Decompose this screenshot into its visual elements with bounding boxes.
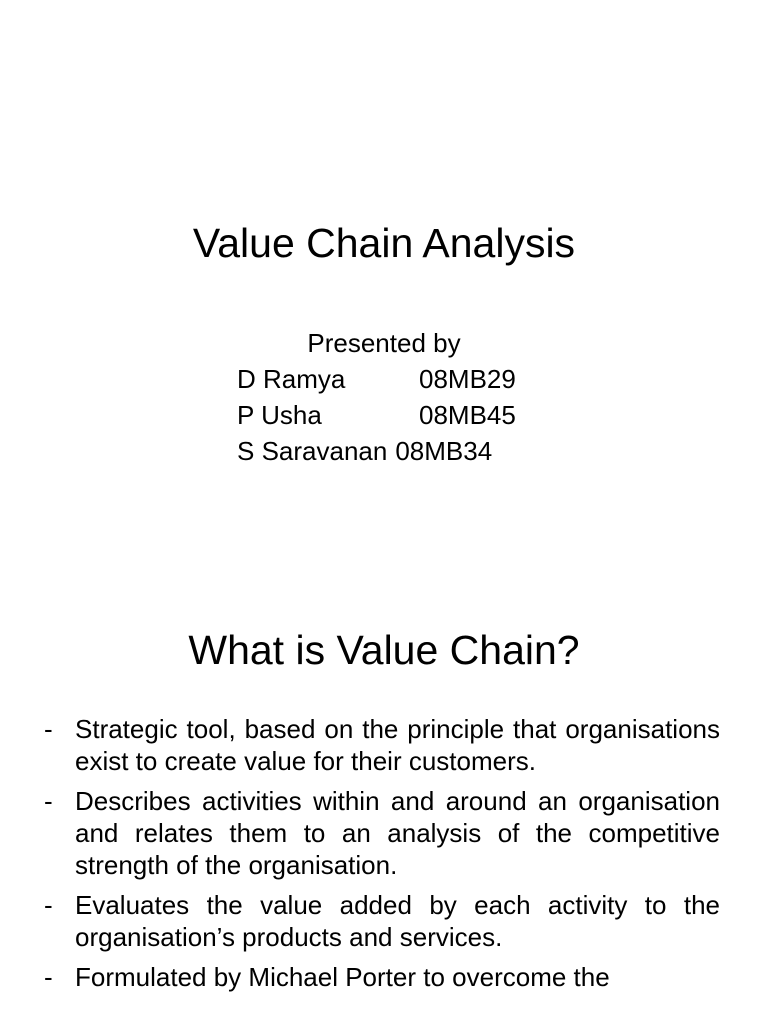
list-item <box>44 961 720 993</box>
presenter-row <box>237 397 516 433</box>
presenter-id: 08MB29 <box>419 364 516 394</box>
slide-title: What is Value Chain? <box>188 627 580 673</box>
presenter-row <box>237 433 516 469</box>
bullet-marker: - <box>44 714 53 744</box>
presenter-name: S Saravanan <box>237 436 388 466</box>
bullet-list <box>44 713 720 1001</box>
presenter-name: D Ramya <box>237 364 346 394</box>
list-item <box>44 713 720 777</box>
presenter-name: P Usha <box>237 400 322 430</box>
presented-by-label: Presented by <box>307 328 461 358</box>
presenter-list <box>237 361 516 469</box>
presenter-row <box>237 361 516 397</box>
bullet-marker: - <box>44 786 53 816</box>
bullet-text: Evaluates the value added by each activity to the organisation’s products and services. <box>75 890 720 952</box>
bullet-text: Strategic tool, based on the principle that organisations exist to create value for their customers. <box>75 714 720 776</box>
list-item <box>44 785 720 881</box>
bullet-text: Formulated by Michael Porter to overcome the <box>75 962 610 992</box>
content-slide <box>0 580 768 1024</box>
presenter-id: 08MB45 <box>419 400 516 430</box>
bullet-text: Describes activities within and around an organisation and relates them to an analysis of the competitive strength of the organisation. <box>75 786 720 880</box>
presentation-title: Value Chain Analysis <box>192 220 576 266</box>
presenter-id: 08MB34 <box>395 436 493 466</box>
bullet-marker: - <box>44 890 53 920</box>
bullet-marker: - <box>44 962 53 992</box>
list-item <box>44 889 720 953</box>
